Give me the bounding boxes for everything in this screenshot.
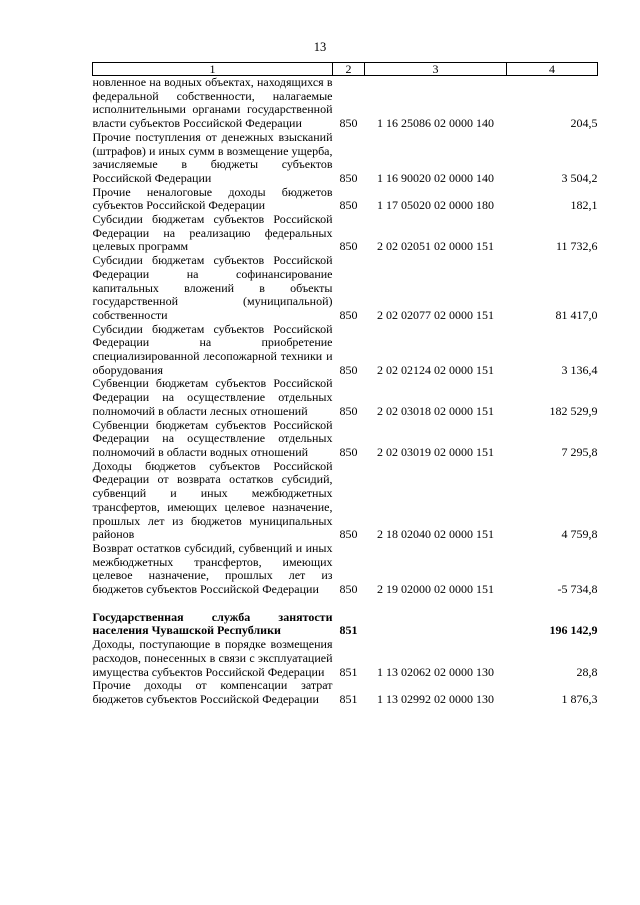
- row-budget-code: [365, 611, 507, 638]
- table-row: [93, 419, 598, 460]
- row-budget-code: 1 13 02992 02 0000 130: [377, 691, 494, 706]
- header-col-3: 3: [365, 63, 507, 76]
- row-description: Прочие поступления от денежных взысканий (штрафов) и иных сумм в возмещение ущерба, зачисляемые в бюджеты субъектов Российской Федерации: [92, 129, 333, 185]
- row-amount: 196 142,9: [549, 623, 598, 638]
- row-description: Возврат остатков субсидий, субвенций и иных межбюджетных трансфертов, имеющих целевое назначение, прошлых лет из бюджетов субъектов Российской Федерации: [92, 540, 333, 597]
- table-body: [93, 76, 598, 707]
- table-row: [93, 213, 598, 254]
- row-description: Субсидии бюджетам субъектов Российской Федерации на реализацию федеральных целевых программ: [92, 212, 333, 254]
- row-amount: 11 732,6: [555, 239, 598, 254]
- row-amount: 28,8: [576, 664, 598, 679]
- row-chapter-code: 850: [339, 362, 358, 377]
- header-col-1: 1: [93, 63, 333, 76]
- row-chapter-code: 851: [339, 691, 358, 706]
- row-chapter-code: 850: [339, 403, 358, 418]
- table-row: [93, 377, 598, 418]
- row-budget-code: 1 13 02062 02 0000 130: [377, 664, 494, 679]
- table-row: [93, 638, 598, 679]
- page-number: 13: [313, 40, 327, 54]
- table-row: [93, 611, 598, 638]
- row-chapter-code: 850: [339, 198, 358, 213]
- row-chapter-code: 850: [339, 444, 358, 459]
- spacer-cell: [93, 597, 598, 611]
- row-budget-code: 2 18 02040 02 0000 151: [377, 527, 494, 542]
- row-description: Прочие неналоговые доходы бюджетов субъектов Российской Федерации: [92, 184, 333, 213]
- row-description: Субвенции бюджетам субъектов Российской Федерации на осуществление отдельных полномочий в области лесных отношений: [92, 376, 333, 418]
- row-amount: 7 295,8: [561, 444, 598, 459]
- row-budget-code: 1 16 25086 02 0000 140: [377, 116, 494, 131]
- row-budget-code: 1 16 90020 02 0000 140: [377, 170, 494, 185]
- table-row: [93, 679, 598, 706]
- row-chapter-code: 850: [339, 116, 358, 131]
- row-description: Доходы, поступающие в порядке возмещения расходов, понесенных в связи с эксплуатацией имущества субъектов Российской Федерации: [92, 637, 333, 679]
- row-description: Субвенции бюджетам субъектов Российской Федерации на осуществление отдельных полномочий в области водных отношений: [92, 417, 333, 459]
- row-budget-code: 2 02 02077 02 0000 151: [377, 307, 494, 322]
- row-description: Субсидии бюджетам субъектов Российской Федерации на приобретение специализированной лесопожарной техники и оборудования: [92, 321, 333, 377]
- row-amount: 3 136,4: [561, 362, 598, 377]
- row-budget-code: 2 02 03018 02 0000 151: [377, 403, 494, 418]
- row-chapter-code: 850: [339, 582, 358, 597]
- row-amount: 204,5: [570, 116, 598, 131]
- table-row: [93, 542, 598, 597]
- row-amount: 182,1: [570, 198, 598, 213]
- row-budget-code: 2 02 03019 02 0000 151: [377, 444, 494, 459]
- header-col-2: 2: [333, 63, 365, 76]
- row-chapter-code: 850: [339, 170, 358, 185]
- row-amount: 1 876,3: [561, 691, 598, 706]
- row-amount: -5 734,8: [557, 582, 598, 597]
- row-description: новленное на водных объектах, находящихся в федеральной собственности, налагаемые исполнительными органами государственной власти субъектов Российской Федерации: [92, 75, 333, 131]
- revenue-table: [92, 62, 598, 707]
- table-row: [93, 186, 598, 213]
- row-description: Доходы бюджетов субъектов Российской Федерации от возврата остатков субсидий, субвенций и иных межбюджетных трансфертов, имеющих целевое назначение, прошлых лет из бюджетов муниципальных районов: [92, 458, 333, 542]
- table-header: [93, 63, 598, 76]
- row-amount: 4 759,8: [561, 527, 598, 542]
- table-row: [93, 323, 598, 378]
- row-budget-code: 2 02 02051 02 0000 151: [377, 239, 494, 254]
- table-row: [93, 460, 598, 542]
- table-spacer-row: [93, 597, 598, 611]
- header-col-4: 4: [507, 63, 598, 76]
- row-budget-code: 1 17 05020 02 0000 180: [377, 198, 494, 213]
- table-row: [93, 76, 598, 131]
- row-description: Субсидии бюджетам субъектов Российской Федерации на софинансирование капитальных вложений в объекты государственной (муниципальной) собственности: [92, 253, 333, 322]
- table-row: [93, 254, 598, 323]
- row-description: Прочие доходы от компенсации затрат бюджетов субъектов Российской Федерации: [92, 678, 333, 706]
- row-chapter-code: 850: [339, 527, 358, 542]
- row-description: Государственная служба занятости населения Чувашской Республики: [92, 609, 333, 638]
- row-amount: 3 504,2: [561, 170, 598, 185]
- row-amount: 182 529,9: [549, 403, 598, 418]
- row-budget-code: 2 19 02000 02 0000 151: [377, 582, 494, 597]
- row-chapter-code: 850: [339, 239, 358, 254]
- row-amount: 81 417,0: [555, 307, 598, 322]
- table-row: [93, 131, 598, 186]
- row-chapter-code: 851: [339, 623, 358, 638]
- row-chapter-code: 850: [339, 307, 358, 322]
- row-chapter-code: 851: [339, 664, 358, 679]
- row-budget-code: 2 02 02124 02 0000 151: [377, 362, 494, 377]
